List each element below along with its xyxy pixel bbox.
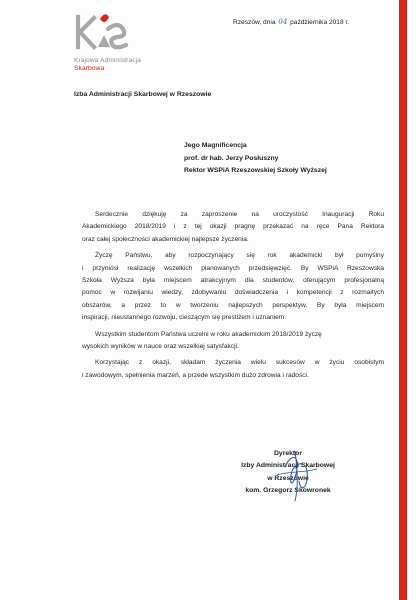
body-line: Wszystkim studentom Państwa uczelni w roku akademickim 2018/2019 życzę (95, 330, 322, 338)
recipient-title: Jego Magnificencja (184, 142, 247, 149)
body-line: i przyniósł realizację wszelkich planowanych przedsięwzięć. By WSPiA Rzeszowska (82, 264, 384, 272)
org-name-line2: Skarbowa (74, 64, 105, 72)
paragraph-3 (82, 329, 384, 354)
signature-institution: Izby Administracji Skarbowej (241, 462, 335, 470)
signature-location: w Rzeszowie (267, 474, 309, 482)
recipient-position: Rektor WSPiA Rzeszowskiej Szkoły Wyższej (184, 167, 327, 174)
paragraph-1 (82, 209, 384, 246)
date-line (233, 18, 349, 26)
kas-logo-icon (74, 13, 134, 51)
letter-body (82, 209, 384, 386)
body-line: Serdecznie dziękuję za zaproszenie na uroczystość Inauguracji Roku (95, 211, 384, 218)
body-line: Akademickiego 2018/2019 i z tej okazji pragnę przekazać na ręce Pana Rektora (82, 223, 384, 231)
recipient-block (184, 140, 327, 178)
body-line: i zawodowym, spełnienia marzeń, a przede wszystkim dużo zdrowia i radości. (82, 371, 309, 379)
date-day: 04 (278, 18, 288, 26)
handwritten-signature (255, 445, 345, 505)
body-line: obszarów, a przez to w tworzeniu najlepszych perspektyw. By była miejscem (82, 301, 384, 309)
body-line: oraz całej społeczności akademickiej najlepsze życzenia. (82, 235, 249, 243)
body-line: Życzę Państwu, aby rozpoczynający się rok akademicki był pomyślny (95, 252, 384, 260)
organization-logo-text (74, 57, 141, 72)
paragraph-4 (82, 357, 384, 382)
body-line: Szkoła Wyższa była miejscem atrakcyjnym dla studentów, oferującym profesjonalną (82, 277, 384, 285)
recipient-name: prof. dr hab. Jerzy Posłuszny (184, 154, 279, 162)
body-line: pomoc w rozwijaniu wiedzy, zdobywaniu doświadczenia i kompetencji z rozmaitych (82, 289, 384, 297)
signature-name: kom. Grzegorz Skowronek (245, 486, 331, 494)
body-line: Korzystając z okazji, składam życzenia wielu sukcesów w życiu osobistym (95, 359, 384, 367)
org-name-line1: Krajowa Administracja (74, 57, 141, 64)
paragraph-2 (82, 250, 384, 324)
signature-role: Dyrektor (274, 450, 302, 457)
office-name: Izba Administracji Skarbowej w Rzeszowie (74, 91, 212, 98)
date-place-prefix: Rzeszów, dnia (233, 19, 276, 26)
body-line: inspiracji, nieustannego rozwoju, cieszącym się prestiżem i uznaniem. (82, 314, 287, 322)
red-edge-stripe (399, 0, 407, 600)
date-month-year: października 2018 r. (290, 19, 350, 26)
body-line: wysokich wyników w nauce oraz wszelkiej satysfakcji. (82, 343, 239, 351)
